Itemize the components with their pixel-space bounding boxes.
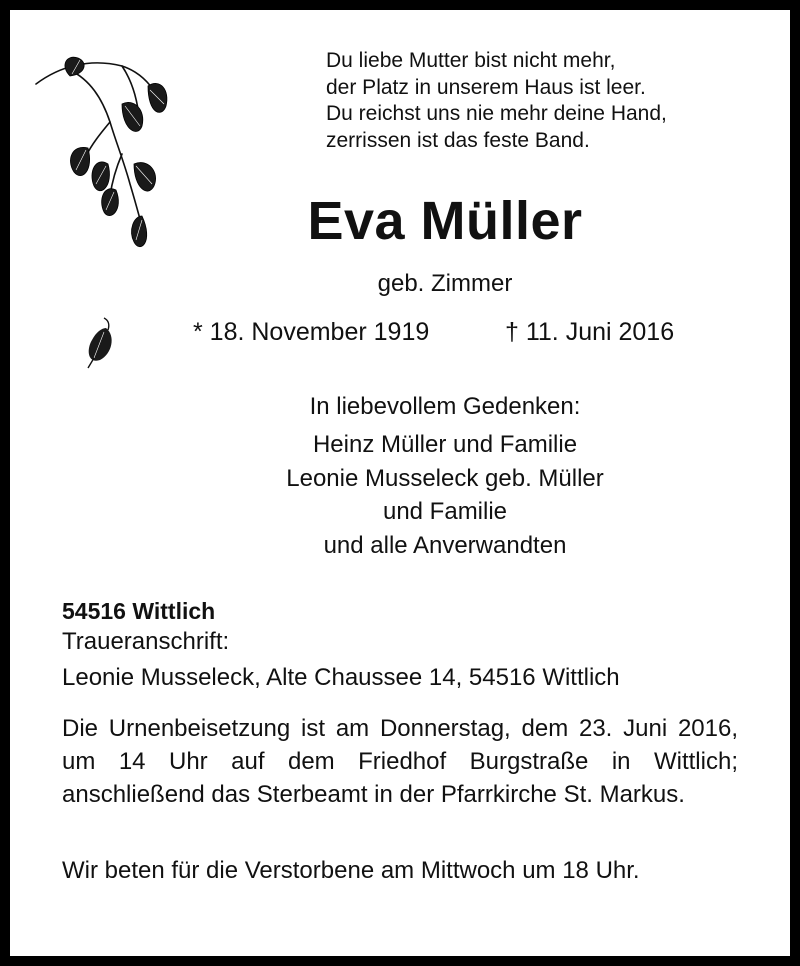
poem-line: der Platz in unserem Haus ist leer.	[326, 75, 646, 99]
birch-leaf-icon	[84, 316, 116, 370]
address-label: Traueranschrift:	[62, 628, 230, 655]
mourner-line: Leonie Musseleck geb. Müller	[286, 464, 604, 492]
mourning-address: Leonie Musseleck, Alte Chaussee 14, 54516 Wittlich	[62, 664, 620, 691]
poem	[326, 48, 667, 154]
mourner-line: und alle Anverwandten	[323, 531, 567, 559]
city-heading: 54516 Wittlich	[62, 598, 216, 624]
deceased-name: Eva Müller	[307, 191, 583, 251]
poem-line: Du liebe Mutter bist nicht mehr,	[326, 49, 616, 72]
mourner-line: Heinz Müller und Familie	[312, 431, 578, 458]
mourner-line: und Familie	[382, 498, 508, 525]
death-date: † 11. Juni 2016	[505, 318, 675, 346]
poem-line: zerrissen ist das feste Band.	[326, 128, 590, 152]
birth-date: * 18. November 1919	[193, 318, 430, 346]
memory-line: In liebevollem Gedenken:	[309, 393, 581, 420]
mourners-list	[0, 428, 800, 562]
prayer-paragraph: Wir beten für die Verstorbene am Mittwoch um 18 Uhr.	[62, 857, 640, 884]
burial-paragraph: Die Urnenbeisetzung ist am Donnerstag, dem 23. Juni 2016, um 14 Uhr auf dem Friedhof Burgstraße in Wittlich; anschließend das Sterbeamt in der Pfarrkirche St. Markus.	[62, 715, 738, 808]
poem-line: Du reichst uns nie mehr deine Hand,	[326, 102, 667, 125]
maiden-name: geb. Zimmer	[377, 270, 513, 297]
